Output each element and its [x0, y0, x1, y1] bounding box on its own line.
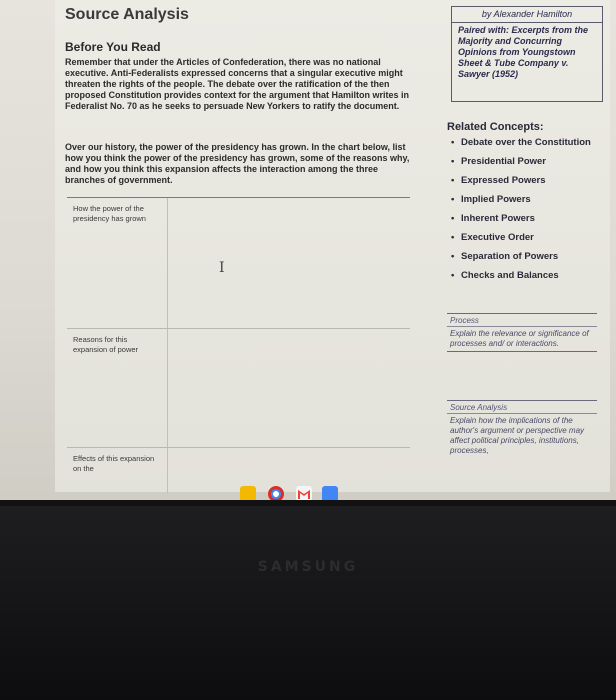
list-item: • Inherent Powers [451, 213, 535, 224]
bullet-icon: • [451, 137, 455, 148]
chrome-icon[interactable] [268, 486, 284, 500]
column-divider [167, 329, 168, 447]
row-label: Reasons for this expansion of power [73, 335, 139, 354]
document-page [55, 0, 610, 492]
list-item: • Debate over the Constitution [451, 137, 591, 148]
laptop-bezel [0, 506, 616, 700]
bullet-icon: • [451, 194, 455, 205]
row-label: Effects of this expansion on the [73, 454, 155, 473]
text-cursor-icon: I [219, 260, 225, 276]
chart-row-growth[interactable] [67, 198, 410, 329]
app-icon[interactable] [240, 486, 256, 500]
bullet-icon: • [451, 175, 455, 186]
list-item: • Executive Order [451, 232, 534, 243]
citation-box [451, 6, 603, 102]
list-item: • Implied Powers [451, 194, 531, 205]
source-analysis-box [447, 400, 597, 458]
process-box-body: Explain the relevance or significance of processes and/ or interactions. [450, 329, 589, 348]
page-title: Source Analysis [65, 6, 189, 23]
source-analysis-box-title: Source Analysis [447, 401, 597, 414]
citation-paired: Paired with: Excerpts from the Majority and Concurring Opinions from Youngstown Sheet & Tube Company v. Sawyer (1952) [458, 25, 589, 79]
row-label: How the power of the presidency has grown [73, 204, 146, 223]
bullet-icon: • [451, 232, 455, 243]
docs-icon[interactable] [322, 486, 338, 500]
related-concepts-list [451, 137, 601, 289]
process-box-title: Process [447, 314, 597, 327]
taskbar [0, 478, 616, 500]
bullet-icon: • [451, 156, 455, 167]
list-item: • Separation of Powers [451, 251, 559, 262]
list-item: • Presidential Power [451, 156, 547, 167]
analysis-chart [67, 197, 410, 493]
brand-logo: SAMSUNG [257, 559, 359, 575]
bullet-icon: • [451, 213, 455, 224]
gmail-icon[interactable] [296, 486, 312, 500]
related-concepts-title: Related Concepts: [447, 121, 544, 133]
before-you-read-heading: Before You Read [65, 40, 161, 54]
bullet-icon: • [451, 270, 455, 281]
citation-author: by Alexander Hamilton [452, 7, 602, 23]
instructions-paragraph: Over our history, the power of the presidency has grown. In the chart below, list how you think the power of the presidency has grown, some of the reasons why, and how you think this expansion affects the interaction among the three branches of government. [65, 142, 410, 185]
intro-paragraph: Remember that under the Articles of Confederation, there was no national executive. Anti-Federalists expressed concerns that a singular executive might threaten the rights of the people. The debate over the ratification of the then proposed Constitution provides context for the argument that Hamilton writes in Federalist No. 70 as he seeks to persuade New Yorkers to ratify the document. [65, 57, 410, 111]
list-item: • Checks and Balances [451, 270, 559, 281]
process-box [447, 313, 597, 352]
bullet-icon: • [451, 251, 455, 262]
column-divider [167, 198, 168, 328]
chart-row-reasons[interactable] [67, 329, 410, 448]
list-item: • Expressed Powers [451, 175, 546, 186]
source-analysis-box-body: Explain how the implications of the author's argument or perspective may affect political principles, institutions, processes, [450, 416, 585, 455]
